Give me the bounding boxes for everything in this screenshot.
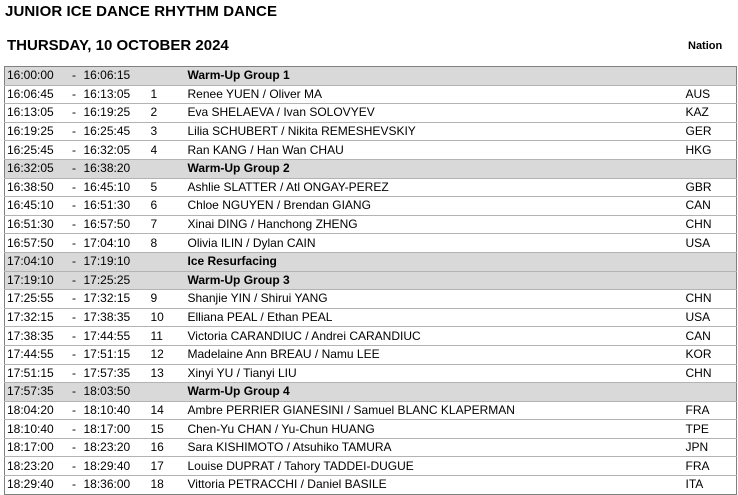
nation-code: USA (683, 234, 737, 253)
start-time: 18:29:40 (5, 476, 65, 495)
competitor-names: Eva SHELAEVA / Ivan SOLOVYEV (186, 104, 683, 123)
nation-code (683, 67, 737, 86)
nation-code: FRA (683, 401, 737, 420)
date-heading: THURSDAY, 10 OCTOBER 2024 (7, 37, 229, 54)
table-row (5, 438, 737, 457)
time-separator: - (65, 104, 84, 123)
nation-code: KAZ (683, 104, 737, 123)
time-separator: - (65, 327, 84, 346)
start-number: 1 (151, 85, 186, 104)
time-separator: - (65, 178, 84, 197)
start-number: 6 (151, 197, 186, 216)
end-time: 16:19:25 (84, 104, 151, 123)
end-time: 18:23:20 (84, 438, 151, 457)
start-number: 3 (151, 122, 186, 141)
start-time: 17:04:10 (5, 252, 65, 271)
competitor-names: Elliana PEAL / Ethan PEAL (186, 308, 683, 327)
start-time: 18:04:20 (5, 401, 65, 420)
competitor-names: Ashlie SLATTER / Atl ONGAY-PEREZ (186, 178, 683, 197)
end-time: 18:03:50 (84, 383, 151, 402)
table-row (5, 420, 737, 439)
start-time: 18:23:20 (5, 457, 65, 476)
start-time: 16:00:00 (5, 67, 65, 86)
end-time: 17:04:10 (84, 234, 151, 253)
time-separator: - (65, 85, 84, 104)
start-time: 18:17:00 (5, 438, 65, 457)
start-number: 13 (151, 364, 186, 383)
start-time: 17:32:15 (5, 308, 65, 327)
section-row (5, 271, 737, 290)
competitor-names: Xinyi YU / Tianyi LIU (186, 364, 683, 383)
nation-code: USA (683, 308, 737, 327)
start-number: 9 (151, 290, 186, 309)
nation-code (683, 383, 737, 402)
start-time: 16:06:45 (5, 85, 65, 104)
time-separator: - (65, 290, 84, 309)
start-time: 16:19:25 (5, 122, 65, 141)
competitor-names: Warm-Up Group 3 (186, 271, 683, 290)
schedule-table (4, 66, 737, 495)
competitor-names: Madelaine Ann BREAU / Namu LEE (186, 345, 683, 364)
table-row (5, 327, 737, 346)
table-row (5, 401, 737, 420)
competitor-names: Sara KISHIMOTO / Atsuhiko TAMURA (186, 438, 683, 457)
end-time: 17:38:35 (84, 308, 151, 327)
end-time: 16:32:05 (84, 141, 151, 160)
table-row (5, 290, 737, 309)
end-time: 17:57:35 (84, 364, 151, 383)
end-time: 16:38:20 (84, 159, 151, 178)
time-separator: - (65, 308, 84, 327)
competitor-names: Louise DUPRAT / Tahory TADDEI-DUGUE (186, 457, 683, 476)
nation-code: HKG (683, 141, 737, 160)
section-row (5, 383, 737, 402)
table-row (5, 308, 737, 327)
start-time: 16:45:10 (5, 197, 65, 216)
start-number: 16 (151, 438, 186, 457)
table-row (5, 141, 737, 160)
nation-code: CHN (683, 290, 737, 309)
time-separator: - (65, 234, 84, 253)
time-separator: - (65, 197, 84, 216)
table-row (5, 364, 737, 383)
competitor-names: Ambre PERRIER GIANESINI / Samuel BLANC KLAPERMAN (186, 401, 683, 420)
nation-code: GBR (683, 178, 737, 197)
start-time: 16:51:30 (5, 215, 65, 234)
nation-code: CAN (683, 327, 737, 346)
time-separator: - (65, 420, 84, 439)
table-row (5, 234, 737, 253)
section-row (5, 252, 737, 271)
start-number: 10 (151, 308, 186, 327)
end-time: 18:10:40 (84, 401, 151, 420)
nation-code: CHN (683, 364, 737, 383)
start-number (151, 67, 186, 86)
nation-code: FRA (683, 457, 737, 476)
end-time: 16:25:45 (84, 122, 151, 141)
competitor-names: Renee YUEN / Oliver MA (186, 85, 683, 104)
table-row (5, 345, 737, 364)
end-time: 17:25:25 (84, 271, 151, 290)
time-separator: - (65, 364, 84, 383)
nation-code: JPN (683, 438, 737, 457)
end-time: 17:32:15 (84, 290, 151, 309)
start-time: 16:57:50 (5, 234, 65, 253)
nation-code: ITA (683, 476, 737, 495)
start-number: 11 (151, 327, 186, 346)
start-number: 2 (151, 104, 186, 123)
start-number (151, 271, 186, 290)
nation-column-header: Nation (688, 40, 723, 52)
table-row (5, 476, 737, 495)
nation-code: GER (683, 122, 737, 141)
end-time: 16:51:30 (84, 197, 151, 216)
start-number: 12 (151, 345, 186, 364)
table-row (5, 197, 737, 216)
table-row (5, 457, 737, 476)
start-number (151, 383, 186, 402)
nation-code: AUS (683, 85, 737, 104)
start-time: 16:38:50 (5, 178, 65, 197)
time-separator: - (65, 438, 84, 457)
end-time: 17:19:10 (84, 252, 151, 271)
start-time: 17:44:55 (5, 345, 65, 364)
time-separator: - (65, 383, 84, 402)
nation-code: CHN (683, 215, 737, 234)
competitor-names: Ice Resurfacing (186, 252, 683, 271)
competitor-names: Shanjie YIN / Shirui YANG (186, 290, 683, 309)
start-time: 16:32:05 (5, 159, 65, 178)
time-separator: - (65, 401, 84, 420)
nation-code: TPE (683, 420, 737, 439)
start-time: 17:25:55 (5, 290, 65, 309)
table-row (5, 215, 737, 234)
end-time: 16:13:05 (84, 85, 151, 104)
nation-code (683, 252, 737, 271)
table-row (5, 85, 737, 104)
competitor-names: Olivia ILIN / Dylan CAIN (186, 234, 683, 253)
start-time: 17:38:35 (5, 327, 65, 346)
table-row (5, 104, 737, 123)
start-number: 17 (151, 457, 186, 476)
start-time: 17:19:10 (5, 271, 65, 290)
competitor-names: Ran KANG / Han Wan CHAU (186, 141, 683, 160)
end-time: 18:29:40 (84, 457, 151, 476)
competitor-names: Xinai DING / Hanchong ZHENG (186, 215, 683, 234)
start-number (151, 252, 186, 271)
time-separator: - (65, 67, 84, 86)
start-time: 18:10:40 (5, 420, 65, 439)
time-separator: - (65, 159, 84, 178)
time-separator: - (65, 141, 84, 160)
time-separator: - (65, 457, 84, 476)
competitor-names: Chloe NGUYEN / Brendan GIANG (186, 197, 683, 216)
start-time: 16:25:45 (5, 141, 65, 160)
competitor-names: Lilia SCHUBERT / Nikita REMESHEVSKIY (186, 122, 683, 141)
start-number: 14 (151, 401, 186, 420)
end-time: 17:44:55 (84, 327, 151, 346)
start-time: 17:51:15 (5, 364, 65, 383)
nation-code (683, 271, 737, 290)
end-time: 16:06:15 (84, 67, 151, 86)
start-number: 8 (151, 234, 186, 253)
section-row (5, 67, 737, 86)
time-separator: - (65, 476, 84, 495)
competitor-names: Chen-Yu CHAN / Yu-Chun HUANG (186, 420, 683, 439)
competitor-names: Warm-Up Group 1 (186, 67, 683, 86)
nation-code: KOR (683, 345, 737, 364)
nation-code: CAN (683, 197, 737, 216)
start-number (151, 159, 186, 178)
start-time: 16:13:05 (5, 104, 65, 123)
start-time: 17:57:35 (5, 383, 65, 402)
end-time: 16:45:10 (84, 178, 151, 197)
start-number: 7 (151, 215, 186, 234)
time-separator: - (65, 345, 84, 364)
start-number: 15 (151, 420, 186, 439)
table-row (5, 122, 737, 141)
table-row (5, 178, 737, 197)
competitor-names: Warm-Up Group 2 (186, 159, 683, 178)
end-time: 18:36:00 (84, 476, 151, 495)
time-separator: - (65, 252, 84, 271)
start-number: 4 (151, 141, 186, 160)
time-separator: - (65, 122, 84, 141)
competitor-names: Vittoria PETRACCHI / Daniel BASILE (186, 476, 683, 495)
competitor-names: Warm-Up Group 4 (186, 383, 683, 402)
time-separator: - (65, 271, 84, 290)
time-separator: - (65, 215, 84, 234)
start-number: 18 (151, 476, 186, 495)
end-time: 16:57:50 (84, 215, 151, 234)
section-row (5, 159, 737, 178)
competitor-names: Victoria CARANDIUC / Andrei CARANDIUC (186, 327, 683, 346)
end-time: 18:17:00 (84, 420, 151, 439)
start-number: 5 (151, 178, 186, 197)
nation-code (683, 159, 737, 178)
schedule-body (5, 67, 737, 495)
end-time: 17:51:15 (84, 345, 151, 364)
event-title: JUNIOR ICE DANCE RHYTHM DANCE (5, 3, 278, 20)
